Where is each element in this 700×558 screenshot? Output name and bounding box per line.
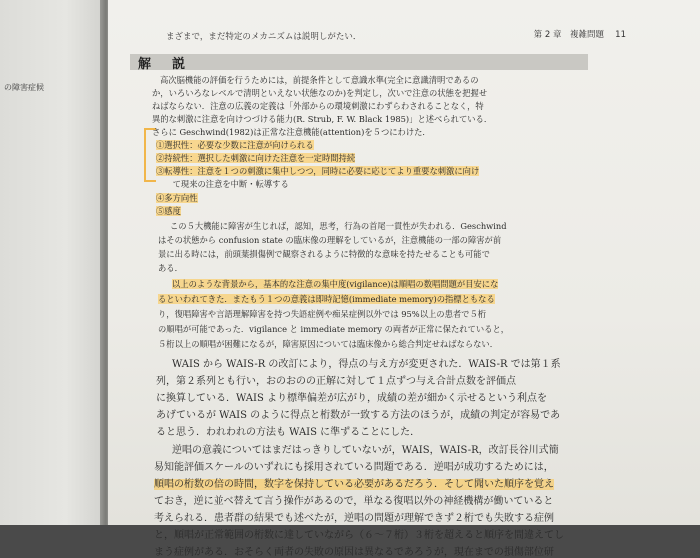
body-line: 順唱の桁数の倍の時間，数字を保持している必要があるだろう．そして聞いた順序を覚え xyxy=(154,479,554,490)
body-line: 考えられる．患者群の結果でも述べたが，逆唱の問題が理解できず２桁でも失敗する症例 xyxy=(154,513,554,524)
list-item: ②持続性：選択した刺激に向けた注意を一定時間持続 xyxy=(156,153,356,163)
running-head: まざまで，まだ特定のメカニズムは説明しがたい． xyxy=(166,32,362,42)
list-item: ①選択性：必要な少数に注意が向けられる xyxy=(156,140,314,150)
chapter-header: 第 2 章 複雑問題 11 xyxy=(533,30,626,40)
body-line: この５大機能に障害が生じれば，認知，思考，行為の首尾一貫性が失われる．Geschwind xyxy=(170,221,507,231)
left-page xyxy=(0,0,110,525)
body-line: の順唱が可能であった．vigilance と immediate memory の両者が正常に保たれていると， xyxy=(158,324,510,334)
body-line: 以上のような背景から，基本的な注意の集中度(vigilance)は順唱の数唱問題が目安にな xyxy=(172,279,499,289)
body-line: に換算している．WAIS より標準偏差が広がり，成績の差が細かく示せるという利点を xyxy=(156,393,547,404)
body-line: 異的な刺激に注意を向けつづける能力(R. Strub, F. W. Black 1985)」と述べられている． xyxy=(152,114,493,124)
body-line: り，復唱障害や言語理解障害を持つ失語症例や痴呆症例以外では 95%以上の患者で５桁 xyxy=(158,309,487,319)
body-line: 列，第２系列とも行い，おのおのの正解に対して１点ずつ与え合計点数を評価点 xyxy=(156,376,516,387)
body-line: と，順唱が正常範囲の桁数に達していながら（６～７桁）３桁を超えると順序を間違えてし xyxy=(154,530,564,541)
list-item: ③転導性：注意を１つの刺激に集中しつつ，同時に必要に応じてより重要な刺激に向け xyxy=(156,166,480,176)
body-line: ねばならない．注意の広義の定義は「外部からの環境刺激にわずらわされることなく，特 xyxy=(152,101,484,111)
body-line: るといわれてきた．またもう１つの意義は即時記憶(immediate memory)の指標ともなる xyxy=(158,294,495,304)
section-heading-bar xyxy=(130,54,588,70)
body-line: はその状態から confusion state の臨床像の理解をしているが，注意機能の一部の障害が前 xyxy=(158,235,502,245)
list-item: ④多方向性 xyxy=(156,193,198,203)
body-line: 景に出る時には，前頭葉損傷例で観察されるように特徴的な意味を持たせることも可能で xyxy=(158,249,490,259)
body-line: 易知能評価スケールのいずれにも採用されている問題である．逆唱が成功するためには， xyxy=(154,462,554,473)
list-item: ⑤感度 xyxy=(156,206,181,216)
list-item: て現来の注意を中断・転導する xyxy=(156,179,289,189)
body-line: 逆唱の意義についてはまだはっきりしていないが，WAIS，WAIS-R，改訂長谷川式簡 xyxy=(172,445,559,456)
gutter-text: の障害症候 xyxy=(4,83,44,92)
body-line: さらに Geschwind(1982)は正常な注意機能(attention)を５つにわけた． xyxy=(152,127,431,137)
body-line: ある． xyxy=(158,263,183,273)
body-line: 高次脳機能の評価を行うためには，前提条件として意識水準(完全に意識清明であるの xyxy=(160,75,479,85)
section-title: 解 説 xyxy=(138,57,190,72)
body-line: ておき，逆に並べ替えて言う操作があるので，単なる復唱以外の神経機構が働いていると xyxy=(154,496,554,507)
body-line: WAIS から WAIS-R の改訂により，得点の与え方が変更された．WAIS-R では第１系 xyxy=(172,359,561,370)
body-line: まう症例がある．おそらく両者の失敗の原因は異なるであろうが，現在までの損傷部位研 xyxy=(154,547,554,558)
body-line: か，いろいろなレベルで清明といえない状態なのか)を判定し，次いで注意の状態を把握せ xyxy=(152,88,488,98)
book-page xyxy=(108,0,700,558)
body-line: あげているが WAIS のように得点と桁数が一致する方法のほうが，成績の判定が容易であ xyxy=(156,410,561,421)
body-line: ると思う．われわれの方法も WAIS に準ずることにした． xyxy=(156,427,421,438)
body-line: ５桁以上の順唱が困難になるが，障害原因については臨床像から総合判定せねばならない． xyxy=(158,339,499,349)
